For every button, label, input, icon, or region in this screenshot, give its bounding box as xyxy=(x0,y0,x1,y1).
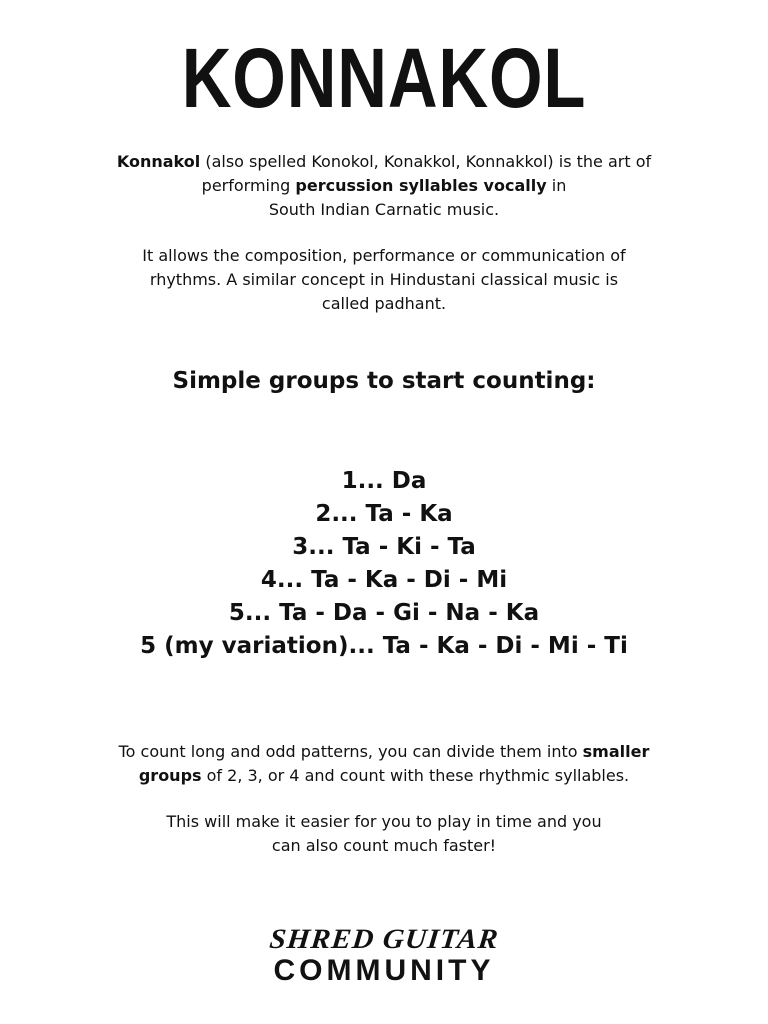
brand-logo xyxy=(0,925,768,987)
intro-p2-line-3: called padhant. xyxy=(321,294,447,313)
intro-text-c: in xyxy=(546,176,567,195)
counting-groups-list xyxy=(0,465,768,663)
intro-section xyxy=(60,150,708,316)
outro-p2-line-1: This will make it easier for you to play in time and you xyxy=(166,812,602,831)
counting-group-5: 5... Ta - Da - Gi - Na - Ka xyxy=(228,600,540,626)
counting-group-4: 4... Ta - Ka - Di - Mi xyxy=(260,567,508,593)
outro-section xyxy=(60,740,708,858)
intro-text-d: South Indian Carnatic music. xyxy=(268,200,500,219)
outro-p2-line-2: can also count much faster! xyxy=(271,836,497,855)
outro-text-a: To count long and odd patterns, you can divide them into xyxy=(118,742,583,761)
intro-p2-line-2: rhythms. A similar concept in Hindustani classical music is xyxy=(149,270,619,289)
counting-group-1: 1... Da xyxy=(341,468,427,494)
intro-p2-line-1: It allows the composition, performance or communication of xyxy=(142,246,626,265)
counting-group-2: 2... Ta - Ka xyxy=(315,501,453,527)
logo-wordmark-top: SHRED GUITAR xyxy=(267,924,501,955)
counting-group-3: 3... Ta - Ki - Ta xyxy=(292,534,476,560)
konnakol-term: Konnakol xyxy=(116,152,201,171)
intro-text-a: (also spelled Konokol, Konakkol, Konnakkol) is the art of xyxy=(200,152,652,171)
intro-paragraph-2 xyxy=(60,244,708,316)
logo-wordmark-bottom: COMMUNITY xyxy=(273,954,495,987)
groups-term: groups xyxy=(138,766,202,785)
page-title: KONNAKOL xyxy=(181,31,587,125)
outro-text-b: of 2, 3, or 4 and count with these rhythmic syllables. xyxy=(201,766,630,785)
smaller-term: smaller xyxy=(582,742,650,761)
outro-paragraph-2 xyxy=(60,810,708,858)
section-heading: Simple groups to start counting: xyxy=(172,368,596,394)
intro-paragraph-1 xyxy=(60,150,708,222)
counting-group-5-variation: 5 (my variation)... Ta - Ka - Di - Mi - Ti xyxy=(140,633,628,659)
outro-paragraph-1 xyxy=(60,740,708,788)
percussion-syllables-term: percussion syllables vocally xyxy=(295,176,547,195)
intro-text-b: performing xyxy=(201,176,296,195)
